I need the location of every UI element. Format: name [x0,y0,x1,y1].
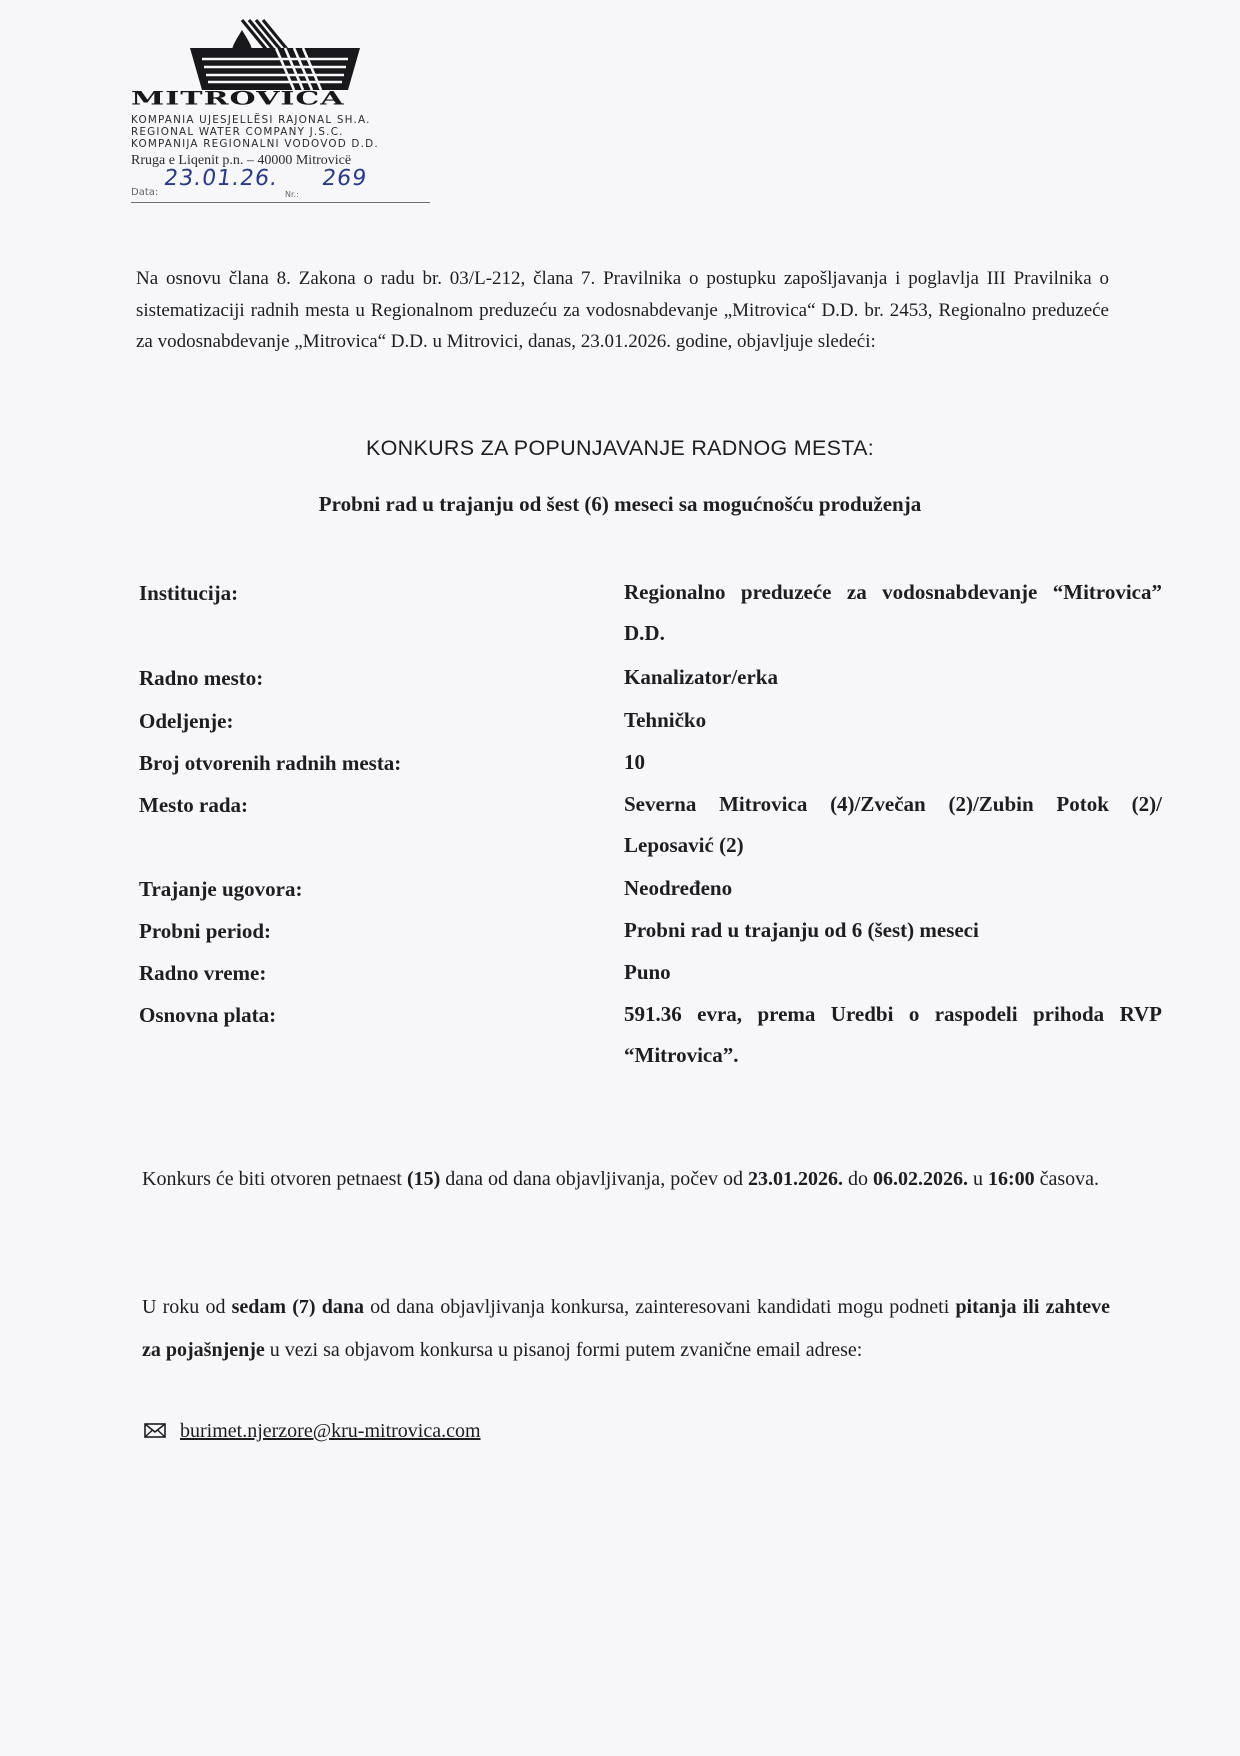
date-label: Data: [131,187,159,198]
handwritten-reference-number: 269 [320,166,369,191]
detail-label-base-salary: Osnovna plata: [139,1003,277,1027]
detail-value-contract-duration: Neodređeno [624,876,733,900]
detail-label-open-positions: Broj otvorenih radnih mesta: [139,751,402,775]
handwritten-date: 23.01.26. [162,166,280,191]
envelope-icon [144,1423,166,1438]
company-address: Rruga e Liqenit p.n. – 40000 Mitrovicë [131,153,352,168]
company-brand-name: MITROVICA [131,88,345,110]
announcement-title: KONKURS ZA POPUNJAVANJE RADNOG MESTA: [365,436,875,460]
detail-label-department: Odeljenje: [139,709,234,733]
contact-email-link[interactable]: burimet.njerzore@kru-mitrovica.com [180,1420,481,1442]
number-label: Nr.: [285,190,299,199]
detail-value-department: Tehničko [624,708,707,732]
detail-label-probation-period: Probni period: [139,919,272,943]
detail-value-working-hours: Puno [624,960,671,984]
detail-label-institution: Institucija: [139,581,239,605]
company-name-serbian: KOMPANIJA REGIONALNI VODOVOD D.D. [131,138,379,150]
announcement-subtitle: Probni rad u trajanju od šest (6) meseci sa mogućnošću produženja [318,492,922,516]
detail-label-work-location: Mesto rada: [139,793,249,817]
legal-basis-paragraph: Na osnovu člana 8. Zakona o radu br. 03/L-212, člana 7. Pravilnika o postupku zapošljavanja i poglavlja III Pravilnika o sistematizaciji radnih mesta u Regionalnom preduzeću za vodosnabdevanje „Mitrovica“ D.D. br. 2453, Regionalno preduzeće za vodosnabdevanje „Mitrovica“ D.D. u Mitrovici, danas, 23.01.2026. godine, objavljuje sledeći: [136,268,1109,352]
detail-label-contract-duration: Trajanje ugovora: [139,877,303,901]
detail-value-work-location: Severna Mitrovica (4)/Zvečan (2)/Zubin Potok (2)/ Leposavić (2) [624,792,1162,857]
detail-value-open-positions: 10 [624,750,645,774]
clarification-requests-paragraph: U roku od sedam (7) dana od dana objavljivanja konkursa, zainteresovani kandidati mogu podneti pitanja ili zahteve za pojašnjenje u vezi sa objavom konkursa u pisanoj formi putem zvanične email adrese: [142,1296,1110,1361]
detail-value-institution: Regionalno preduzeće za vodosnabdevanje “Mitrovica” D.D. [624,580,1162,645]
company-name-albanian: KOMPANIA UJESJELLËSI RAJONAL SH.A. [131,114,371,126]
contact-email-row [144,1420,481,1443]
detail-label-working-hours: Radno vreme: [139,961,267,985]
detail-value-position: Kanalizator/erka [624,665,778,689]
application-period-paragraph: Konkurs će biti otvoren petnaest (15) dana od dana objavljivanja, počev od 23.01.2026. do 06.02.2026. u 16:00 časova. [142,1168,1100,1190]
detail-value-base-salary: 591.36 evra, prema Uredbi o raspodeli prihoda RVP “Mitrovica”. [624,1002,1162,1067]
detail-label-position: Radno mesto: [139,666,264,690]
detail-value-probation-period: Probni rad u trajanju od 6 (šest) meseci [624,918,979,942]
company-name-english: REGIONAL WATER COMPANY J.S.C. [131,126,344,138]
